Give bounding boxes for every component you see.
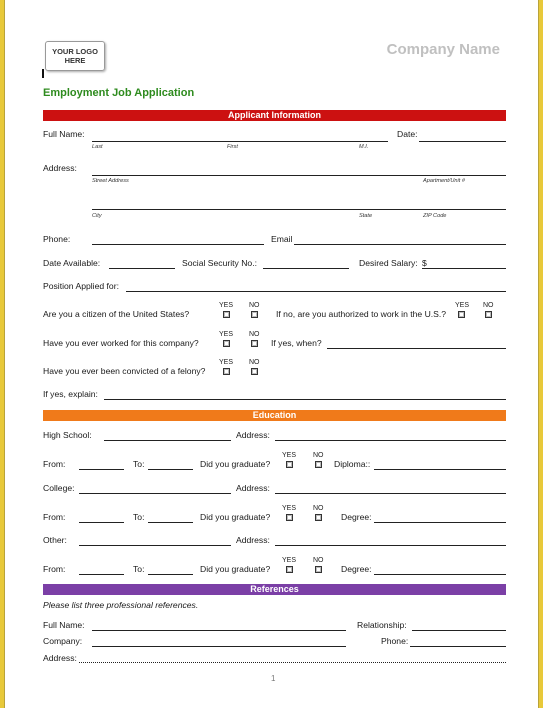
email-field[interactable]	[294, 244, 506, 245]
other-address-label: Address:	[236, 535, 270, 545]
reference-company-label: Company:	[43, 636, 83, 646]
college-to-label: To:	[133, 512, 145, 522]
college-address-field[interactable]	[275, 493, 506, 494]
citizen-yes-checkbox[interactable]	[223, 311, 230, 318]
city-state-zip-field[interactable]	[92, 209, 506, 210]
college-address-label: Address:	[236, 483, 270, 493]
hs-to-label: To:	[133, 459, 145, 469]
hs-yes-label: YES	[282, 452, 297, 459]
ssn-label: Social Security No.:	[182, 258, 257, 268]
form-title: Employment Job Application	[43, 87, 195, 99]
last-hint: Last	[92, 144, 103, 150]
other-from-field[interactable]	[79, 574, 124, 575]
college-from-field[interactable]	[79, 522, 124, 523]
other-address-field[interactable]	[275, 545, 506, 546]
worked-yes-label: YES	[219, 331, 234, 338]
logo-line1: YOUR LOGO	[52, 47, 98, 56]
email-label: Email	[271, 234, 293, 244]
diploma-label: Diploma::	[334, 459, 371, 469]
other-degree-field[interactable]	[374, 574, 506, 575]
hs-graduate-question: Did you graduate?	[200, 459, 271, 469]
citizen-question: Are you a citizen of the United States?	[43, 309, 190, 319]
high-school-label: High School:	[43, 430, 92, 440]
address-label: Address:	[43, 163, 77, 173]
worked-no-checkbox[interactable]	[251, 340, 258, 347]
citizen-no-label: NO	[249, 302, 260, 309]
position-label: Position Applied for:	[43, 281, 119, 291]
text-cursor	[42, 69, 44, 78]
high-school-field[interactable]	[104, 440, 231, 441]
if-yes-explain-label: If yes, explain:	[43, 389, 98, 399]
college-degree-label: Degree:	[341, 512, 372, 522]
college-field[interactable]	[79, 493, 231, 494]
college-graduate-question: Did you graduate?	[200, 512, 271, 522]
felony-yes-checkbox[interactable]	[223, 368, 230, 375]
college-no-label: NO	[313, 505, 324, 512]
logo-placeholder	[45, 41, 105, 71]
authorized-no-checkbox[interactable]	[485, 311, 492, 318]
date-available-label: Date Available:	[43, 258, 101, 268]
zip-hint: ZIP Code	[423, 213, 447, 219]
full-name-label: Full Name:	[43, 129, 85, 139]
college-no-checkbox[interactable]	[315, 514, 322, 521]
phone-field[interactable]	[92, 244, 264, 245]
street-hint: Street Address	[92, 178, 129, 184]
if-yes-explain-field[interactable]	[104, 399, 506, 400]
high-school-address-label: Address:	[236, 430, 270, 440]
other-degree-label: Degree:	[341, 564, 372, 574]
city-hint: City	[92, 213, 102, 219]
if-yes-when-label: If yes, when?	[271, 338, 322, 348]
other-no-label: NO	[313, 557, 324, 564]
position-field[interactable]	[126, 291, 506, 292]
desired-salary-label: Desired Salary:	[359, 258, 418, 268]
logo-line2: HERE	[64, 56, 86, 65]
section-education-header: Education	[43, 410, 506, 421]
street-address-field[interactable]	[92, 175, 506, 176]
authorized-yes-checkbox[interactable]	[458, 311, 465, 318]
other-no-checkbox[interactable]	[315, 566, 322, 573]
other-to-field[interactable]	[148, 574, 193, 575]
reference-company-field[interactable]	[92, 646, 346, 647]
college-to-field[interactable]	[148, 522, 193, 523]
reference-full-name-field[interactable]	[92, 630, 346, 631]
phone-label: Phone:	[43, 234, 71, 244]
felony-no-label: NO	[249, 359, 260, 366]
reference-full-name-label: Full Name:	[43, 620, 85, 630]
references-instruction: Please list three professional references.	[43, 600, 199, 610]
hs-no-checkbox[interactable]	[315, 461, 322, 468]
authorized-no-label: NO	[483, 302, 494, 309]
other-yes-checkbox[interactable]	[286, 566, 293, 573]
other-field[interactable]	[79, 545, 231, 546]
full-name-field[interactable]	[92, 141, 388, 142]
relationship-label: Relationship:	[357, 620, 407, 630]
felony-question: Have you ever been convicted of a felony?	[43, 366, 206, 376]
date-field[interactable]	[419, 141, 506, 142]
worked-yes-checkbox[interactable]	[223, 340, 230, 347]
worked-no-label: NO	[249, 331, 260, 338]
date-available-field[interactable]	[109, 268, 175, 269]
salary-prefix: $	[422, 258, 427, 268]
other-graduate-question: Did you graduate?	[200, 564, 271, 574]
college-from-label: From:	[43, 512, 66, 522]
college-yes-checkbox[interactable]	[286, 514, 293, 521]
desired-salary-field[interactable]	[422, 268, 506, 269]
hs-from-field[interactable]	[79, 469, 124, 470]
first-hint: First	[227, 144, 238, 150]
college-yes-label: YES	[282, 505, 297, 512]
hs-yes-checkbox[interactable]	[286, 461, 293, 468]
reference-phone-label: Phone:	[381, 636, 409, 646]
form-page	[4, 0, 539, 708]
reference-phone-field[interactable]	[410, 646, 506, 647]
hs-no-label: NO	[313, 452, 324, 459]
worked-question: Have you ever worked for this company?	[43, 338, 199, 348]
hs-to-field[interactable]	[148, 469, 193, 470]
citizen-no-checkbox[interactable]	[251, 311, 258, 318]
state-hint: State	[359, 213, 373, 219]
other-to-label: To:	[133, 564, 145, 574]
other-from-label: From:	[43, 564, 66, 574]
reference-address-field[interactable]	[79, 662, 506, 663]
reference-address-label: Address:	[43, 653, 77, 663]
other-label: Other:	[43, 535, 67, 545]
high-school-address-field[interactable]	[275, 440, 506, 441]
authorized-question: If no, are you authorized to work in the U.S.?	[276, 309, 447, 319]
diploma-field[interactable]	[374, 469, 506, 470]
citizen-yes-label: YES	[219, 302, 234, 309]
date-label: Date:	[397, 129, 418, 139]
college-label: College:	[43, 483, 75, 493]
section-applicant-header: Applicant Information	[43, 110, 506, 121]
page-number: 1	[271, 674, 276, 683]
felony-yes-label: YES	[219, 359, 234, 366]
section-references-header: References	[43, 584, 506, 595]
other-yes-label: YES	[282, 557, 297, 564]
relationship-field[interactable]	[412, 630, 506, 631]
authorized-yes-label: YES	[455, 302, 470, 309]
mi-hint: M.I.	[359, 144, 369, 150]
if-yes-when-field[interactable]	[327, 348, 506, 349]
college-degree-field[interactable]	[374, 522, 506, 523]
hs-from-label: From:	[43, 459, 66, 469]
felony-no-checkbox[interactable]	[251, 368, 258, 375]
ssn-field[interactable]	[263, 268, 349, 269]
apt-hint: Apartment/Unit #	[423, 178, 465, 184]
company-name: Company Name	[386, 41, 500, 58]
